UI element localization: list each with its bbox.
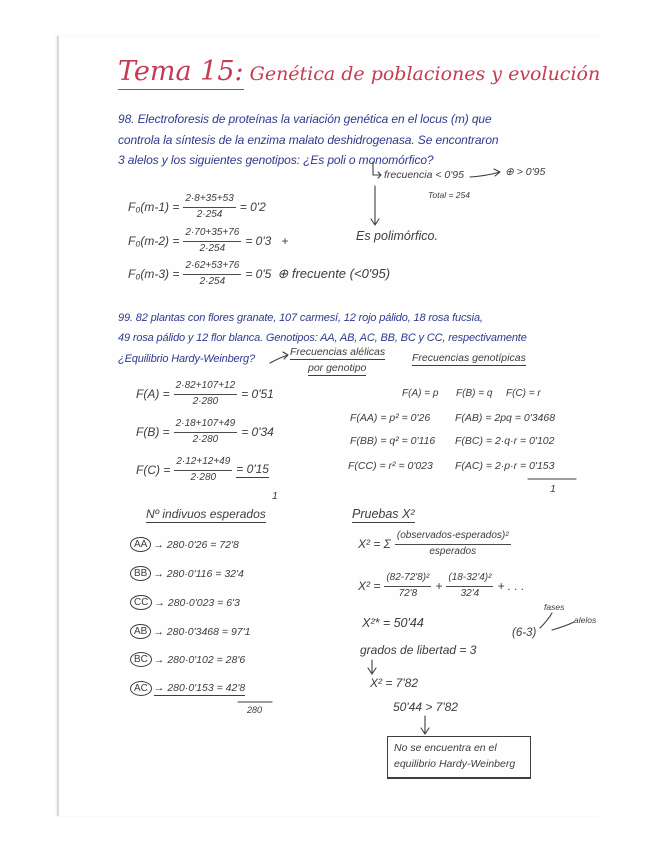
allelic-heading-text: Frecuencias alélicas xyxy=(290,346,386,358)
numerator: 2·70+35+76 xyxy=(185,227,240,238)
frequency-threshold-note: frecuencia < 0'95 xyxy=(384,169,464,181)
frequency-label: F₀(m-3) = xyxy=(128,267,180,281)
genotype-circle: AB xyxy=(130,624,151,639)
expected-row-ab xyxy=(130,624,250,639)
numerator: (82-72'8)² xyxy=(386,572,430,583)
degrees-of-freedom: grados de libertad = 3 xyxy=(360,643,477,657)
chi-calc-tail: + . . . xyxy=(497,579,525,593)
plus-sign: + xyxy=(435,579,443,593)
expected-row-bb xyxy=(130,566,244,581)
note-alelos: alelos xyxy=(574,615,597,625)
symbol-r: F(C) = r xyxy=(506,388,541,399)
expected-calculation: → 280·0'116 = 32'4 xyxy=(153,567,244,580)
allelic-heading-line-2 xyxy=(308,362,366,375)
frequency-result: = 0'3 xyxy=(245,234,272,248)
genotype-freq-cc: F(CC) = r² = 0'023 xyxy=(348,460,433,472)
chi-heading-text: Pruebas X² xyxy=(352,507,415,521)
denominator: 2·254 xyxy=(183,207,235,222)
denominator: 2·254 xyxy=(183,241,241,256)
problem-98-line-1: 98. Electroforesis de proteínas la variación genética en el locus (m) que xyxy=(118,112,492,126)
expected-calculation: → 280·0'3468 = 97'1 xyxy=(153,625,251,638)
degrees-of-freedom-expression: (6-3) xyxy=(512,627,537,639)
frequency-result: = 0'2 xyxy=(239,200,266,214)
symbol-q: F(B) = q xyxy=(456,388,493,399)
expected-calculation: → 280·0'26 = 72'8 xyxy=(153,538,239,551)
chi-critical-value: X² = 7'82 xyxy=(370,676,418,690)
denominator: esperados xyxy=(395,544,511,559)
numerator: 2·18+107+49 xyxy=(175,418,236,429)
frequency-label: F₀(m-2) = xyxy=(128,234,180,248)
chi-comparison: 50'44 > 7'82 xyxy=(393,700,458,714)
denominator: 2·280 xyxy=(174,394,238,409)
allelic-row-a xyxy=(136,380,274,408)
denominator: 2·280 xyxy=(174,470,232,485)
title-subject: Genética de poblaciones y evolución xyxy=(249,63,601,85)
genotypic-sum: 1 xyxy=(550,483,556,495)
frequency-note: ⊕ frecuente (<0'95) xyxy=(277,266,391,281)
allele-label: F(C) = xyxy=(136,463,171,477)
fraction xyxy=(183,193,235,221)
chi-formula-lhs: X² = Σ xyxy=(358,537,391,551)
expected-heading-text: Nº indivuos esperados xyxy=(146,507,266,521)
fraction xyxy=(174,380,238,408)
fraction xyxy=(183,227,241,255)
chi-calc-lhs: X² = xyxy=(358,579,381,593)
genotype-freq-ac: F(AC) = 2·p·r = 0'153 xyxy=(455,460,555,472)
page-title xyxy=(118,56,600,88)
genotypic-heading xyxy=(412,352,526,365)
note-fases: fases xyxy=(544,602,565,612)
allelic-sum: 1 xyxy=(272,490,278,502)
chi-result: X²* = 50'44 xyxy=(362,616,424,630)
genotype-circle: AC xyxy=(130,681,152,696)
allele-label: F(B) = xyxy=(136,425,170,439)
genotype-circle: CC xyxy=(130,595,152,610)
frequency-label: F₀(m-1) = xyxy=(128,200,180,214)
expected-calculation: → 280·0'153 = 42'8 xyxy=(153,681,246,694)
expected-row-ac xyxy=(130,681,245,696)
frequent-threshold-note: ⊕ > 0'95 xyxy=(505,166,546,178)
allelic-heading-line-1 xyxy=(290,346,385,359)
frequency-row-m1 xyxy=(128,193,266,221)
numerator: (18-32'4)² xyxy=(448,572,492,583)
genotype-freq-bb: F(BB) = q² = 0'116 xyxy=(350,435,436,447)
expected-row-bc xyxy=(130,652,245,667)
fraction xyxy=(446,572,493,600)
conclusion-line-2: equilibrio Hardy-Weinberg xyxy=(394,758,516,770)
denominator: 2·254 xyxy=(183,274,241,289)
genotypic-heading-text: Frecuencias genotípicas xyxy=(412,352,526,364)
numerator: (observados-esperados)² xyxy=(396,530,509,541)
genotype-freq-aa: F(AA) = p² = 0'26 xyxy=(350,412,431,424)
denominator: 32'4 xyxy=(446,586,493,601)
allelic-row-b xyxy=(136,418,274,446)
problem-98-line-2: controla la síntesis de la enzima malato deshidrogenasa. Se encontraron xyxy=(118,133,499,147)
fraction xyxy=(395,530,511,558)
denominator: 72'8 xyxy=(384,586,431,601)
genotype-freq-bc: F(BC) = 2·q·r = 0'102 xyxy=(455,435,555,447)
problem-99-line-3: ¿Equilibrio Hardy-Weinberg? xyxy=(118,353,255,365)
conclusion-box xyxy=(387,736,531,779)
expected-calculation: → 280·0'102 = 28'6 xyxy=(153,653,246,666)
fraction xyxy=(183,260,241,288)
fraction xyxy=(174,418,238,446)
numerator: 2·82+107+12 xyxy=(175,380,236,391)
chi-formula xyxy=(358,530,515,558)
allelic-heading-text: por genotipo xyxy=(308,362,367,374)
frequency-result: = 0'5 xyxy=(245,267,272,281)
expected-calculation: → 280·0'023 = 6'3 xyxy=(154,596,240,609)
expected-sum: 280 xyxy=(247,705,263,715)
genotype-freq-ab: F(AB) = 2pq = 0'3468 xyxy=(455,412,556,424)
numerator: 2·12+12+49 xyxy=(176,456,231,467)
chi-calculation xyxy=(358,572,524,600)
problem-99-line-2: 49 rosa pálido y 12 flor blanca. Genotipos: AA, AB, AC, BB, BC y CC, respectivamente xyxy=(118,332,527,344)
expected-heading xyxy=(146,507,266,521)
numerator: 2·8+35+53 xyxy=(185,193,234,204)
allele-result: = 0'34 xyxy=(241,425,274,439)
expected-row-cc xyxy=(130,595,240,610)
genotype-circle: BC xyxy=(130,652,152,667)
numerator: 2·62+53+76 xyxy=(185,260,240,271)
polymorphic-conclusion: Es polimórfico. xyxy=(356,229,438,243)
frequency-row-m2 xyxy=(128,227,288,255)
allele-result: = 0'15 xyxy=(236,462,269,476)
allele-result: = 0'51 xyxy=(241,387,274,401)
problem-99-line-1: 99. 82 plantas con flores granate, 107 carmesí, 12 rojo pálido, 18 rosa fucsia, xyxy=(118,312,483,324)
conclusion-line-1: No se encuentra en el xyxy=(394,742,497,754)
problem-98-line-3: 3 alelos y los siguientes genotipos: ¿Es poli o monomórfico? xyxy=(118,153,434,167)
frequency-row-m3 xyxy=(128,260,390,288)
title-topic: Tema 15: xyxy=(118,56,244,90)
allele-label: F(A) = xyxy=(136,387,170,401)
chi-heading xyxy=(352,507,415,522)
genotype-circle: BB xyxy=(130,566,151,581)
frequency-note: + xyxy=(281,234,289,248)
symbol-p: F(A) = p xyxy=(402,388,439,399)
allelic-row-c xyxy=(136,456,269,484)
total-count: Total = 254 xyxy=(428,190,470,200)
denominator: 2·280 xyxy=(174,432,238,447)
genotype-circle: AA xyxy=(130,537,151,552)
expected-row-aa xyxy=(130,537,239,552)
fraction xyxy=(384,572,431,600)
fraction xyxy=(174,456,232,484)
